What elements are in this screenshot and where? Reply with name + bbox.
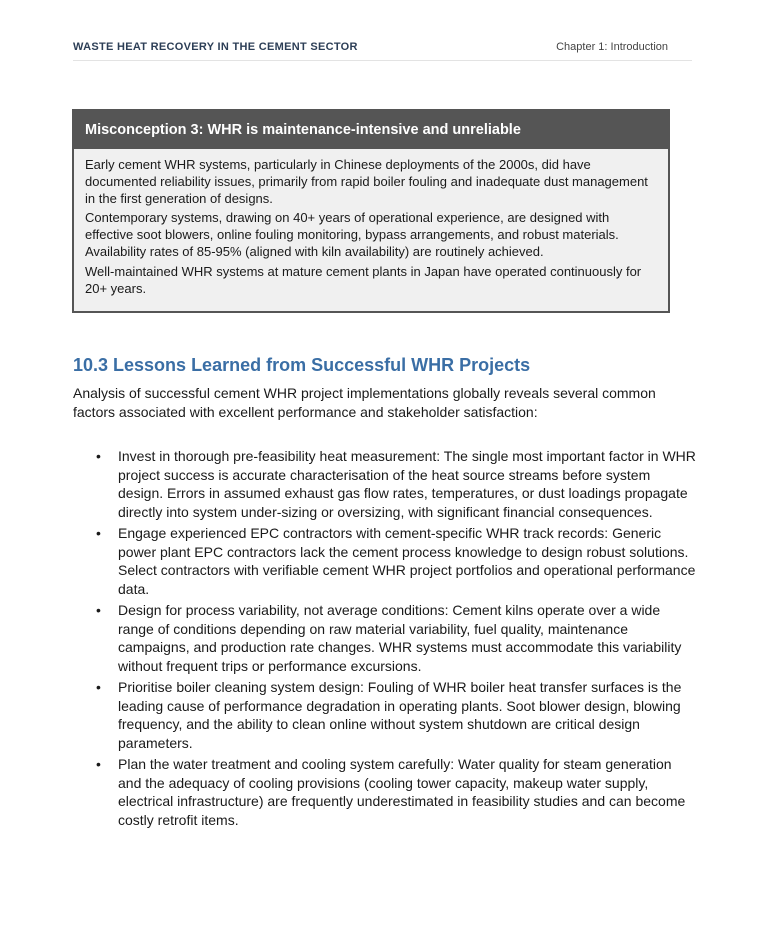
list-item-text: Engage experienced EPC contractors with cement-specific WHR track records: Generic power plant EPC contractors lack the cement process knowledge to design robust solutions. Select contractors with verifiable cement WHR project portfolios and operational performance data. — [118, 525, 696, 597]
list-item-text: Invest in thorough pre-feasibility heat measurement: The single most important factor in WHR project success is accurate characterisation of the heat source streams before system design. Errors in assumed exhaust gas flow rates, temperatures, or dust loadings propagate directly into system under-sizing or oversizing, with significant financial consequences. — [118, 448, 696, 520]
list-item-text: Prioritise boiler cleaning system design: Fouling of WHR boiler heat transfer surfaces is the leading cause of performance degradation in operating plants. Soot blower design, blowing frequency, and the ability to clean online without system shutdown are critical design parameters. — [118, 679, 682, 751]
list-item — [96, 678, 696, 752]
lessons-list — [96, 447, 696, 832]
bullet-icon: • — [96, 679, 101, 695]
callout-paragraph: Contemporary systems, drawing on 40+ years of operational experience, are designed with effective soot blowers, online fouling monitoring, bypass arrangements, and robust materials. Availability rates of 85-95% (aligned with kiln availability) are routinely achieved. — [85, 210, 619, 259]
section-heading: 10.3 Lessons Learned from Successful WHR Projects — [73, 355, 531, 375]
section-intro: Analysis of successful cement WHR project implementations globally reveals several common factors associated with excellent performance and stakeholder satisfaction: — [73, 385, 656, 420]
bullet-icon: • — [96, 448, 101, 464]
callout-title: Misconception 3: WHR is maintenance-intensive and unreliable — [74, 111, 668, 149]
callout-body — [74, 149, 668, 297]
document-title: WASTE HEAT RECOVERY IN THE CEMENT SECTOR — [73, 41, 358, 53]
bullet-icon: • — [96, 756, 101, 772]
bullet-icon: • — [96, 525, 101, 541]
chapter-label: Chapter 1: Introduction — [556, 41, 668, 53]
list-item-text: Plan the water treatment and cooling system carefully: Water quality for steam generation and the adequacy of cooling provisions (cooling tower capacity, makeup water supply, electrical infrastructure) are frequently underestimated in feasibility studies and can become costly retrofit items. — [118, 756, 686, 828]
callout-paragraph: Well-maintained WHR systems at mature cement plants in Japan have operated continuously for 20+ years. — [85, 263, 642, 296]
callout-paragraph: Early cement WHR systems, particularly in Chinese deployments of the 2000s, did have documented reliability issues, primarily from rapid boiler fouling and inadequate dust management in the first generation of designs. — [85, 157, 648, 206]
list-item — [96, 601, 696, 675]
page-header — [73, 40, 692, 61]
list-item — [96, 524, 696, 598]
bullet-icon: • — [96, 602, 101, 618]
misconception-callout-box — [72, 109, 670, 313]
list-item — [96, 755, 696, 829]
list-item — [96, 447, 696, 521]
list-item-text: Design for process variability, not average conditions: Cement kilns operate over a wide range of conditions depending on raw material variability, fuel quality, maintenance campaigns, and production rate changes. WHR systems must accommodate this variability without frequent trips or performance excursions. — [118, 602, 682, 674]
